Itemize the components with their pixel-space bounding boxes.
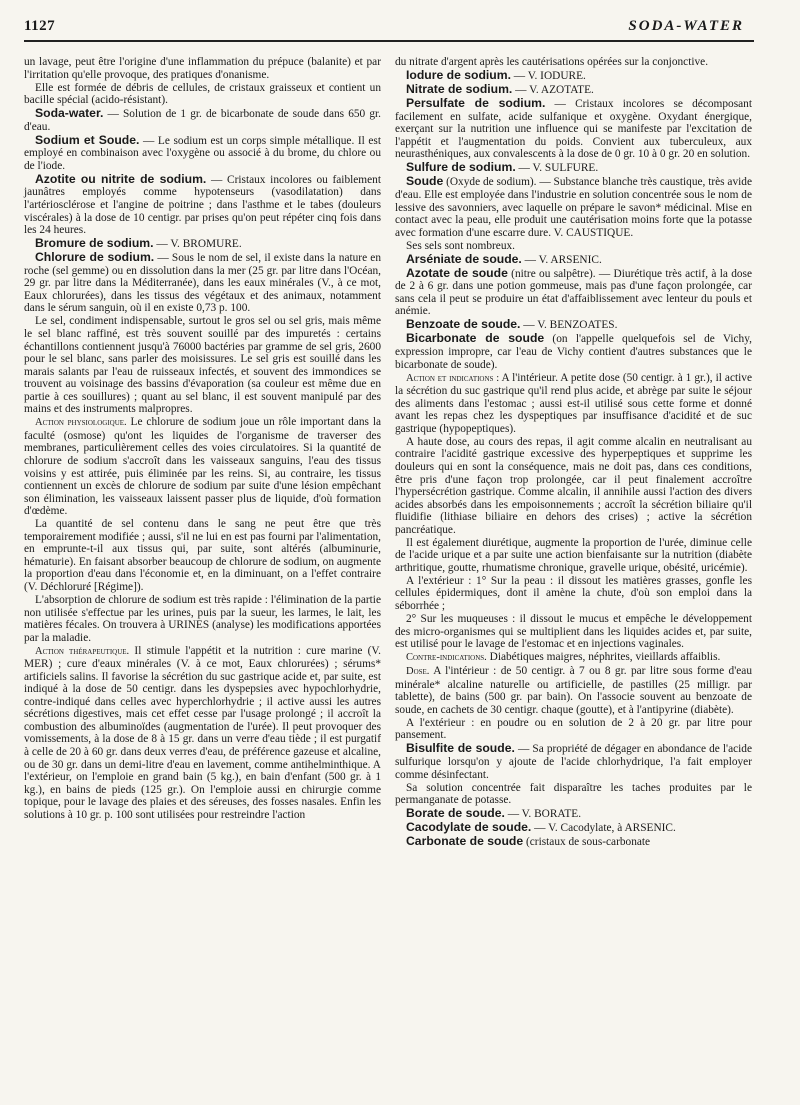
entry-heading: Azotate de soude bbox=[406, 265, 508, 280]
left-column bbox=[24, 56, 381, 849]
paragraph: 2° Sur les muqueuses : il dissout le mucus et empêche le développement des micro-organismes qui se multiplient dans les liquides acides et, par suite, est utilisé pour le lavage de l'estomac et en injections vaginales. bbox=[395, 613, 752, 651]
paragraph: Sa solution concentrée fait disparaître les taches produites par le permanganate de potasse. bbox=[395, 781, 752, 807]
section-body: A l'intérieur : de 50 centigr. à 7 ou 8 gr. par litre sous forme d'eau minérale* alcaline naturelle ou artificielle, de pastilles (25 milligr. par tablette), de bains (500 gr. par bain). On l'associe souvent au benzoate de soude, en cachets de 30 centigr. chaque (goutte), et à l'antipyrine (diabète). bbox=[395, 665, 752, 716]
section-contre-indications bbox=[395, 651, 752, 665]
section-body: Il stimule l'appétit et la nutrition : cure marine (V. MER) ; cure d'eaux minérales (V. à ce mot, Eaux chlorurées) ; sérums* artificiels salins. Il favorise la sécrétion du suc gastrique acide et, par suite, est indiqué à la dose de 50 centigr. dans les dyspepsies avec hypochlorhydrie, contre-indiqué dans celles avec hyperchlorhydrie ; il active aussi les autres sécrétions digestives, mais cet effet cesse par l'usage prolongé ; il accroît la combustion des albuminoïdes (augmentation de l'urée). Il peut provoquer des vomissements, à la dose de 8 à 15 gr. dans un verre d'eau tiède ; il est purgatif à celle de 20 à 60 gr. dans deux verres d'eau, de préférence gazeuse et alcaline, ou de 30 gr. dans un demi-litre d'eau en lavement, comme antihelminthique. A l'extérieur, on l'emploie en grand bain (5 kg.), en bain d'enfant (500 gr. à 1 kg.), en bains de pieds (125 gr.). On l'emploie aussi en chirurgie comme topique, pour le lavage des plaies et des séreuses, des fosses nasales. Enfin les solutions à 10 gr. p. 100 sont utilisées pour restreindre l'action bbox=[24, 644, 381, 821]
paragraph: A l'extérieur : 1° Sur la peau : il dissout les matières grasses, gonfle les cellules épidermiques, dont il amène la chute, d'où son emploi dans la séborrhée ; bbox=[395, 574, 752, 612]
entry-body: — Sa propriété de dégager en abondance de l'acide sulfurique lorsqu'on y ajoute de l'acide chlorhydrique, l'a fait employer comme désinfectant. bbox=[395, 743, 752, 781]
entry-borate bbox=[395, 807, 752, 821]
entry-nitrate bbox=[395, 83, 752, 97]
entry-body: — V. ARSENIC. bbox=[521, 253, 602, 266]
section-body: Diabétiques maigres, néphrites, vieillards affaiblis. bbox=[486, 651, 721, 664]
entry-heading: Bicarbonate de soude bbox=[406, 331, 545, 346]
entry-soda-water bbox=[24, 107, 381, 133]
entry-persulfate bbox=[395, 97, 752, 161]
entry-heading: Benzoate de soude. bbox=[406, 317, 521, 332]
entry-heading: Iodure de sodium. bbox=[406, 68, 511, 83]
entry-heading: Chlorure de sodium. bbox=[35, 250, 155, 265]
entry-benzoate bbox=[395, 318, 752, 332]
entry-body: — V. IODURE. bbox=[510, 70, 586, 83]
paragraph: A haute dose, au cours des repas, il agit comme alcalin en neutralisant au contraire l'acidité gastrique excessive des hyperpeptiques et supprime les douleurs qui en sont la conséquence, mais ne doit pas, dans ces conditions, être pris d'une façon trop prolongée, car il peut finalement accroître l'hypersécrétion gastrique. Comme alcalin, il annihile aussi l'action des divers acides absorbés dans les empoisonnements ; accroît la sécrétion biliaire qu'il fluidifie (lithiase biliaire en dehors des crises) ; active la sécrétion pancréatique. bbox=[395, 435, 752, 536]
entry-heading: Sulfure de sodium. bbox=[406, 160, 516, 175]
header-rule bbox=[24, 40, 754, 42]
entry-body: (nitre ou salpêtre). — Diurétique très actif, à la dose de 2 à 6 gr. dans une potion gommeuse, mais pas d'une façon prolongée, car sans cela il peut se produire un état d'affaiblissement avec lenteur du pouls et anémie. bbox=[395, 267, 752, 318]
entry-heading: Cacodylate de soude. bbox=[406, 820, 532, 835]
entry-body: — V. Cacodylate, à ARSENIC. bbox=[531, 822, 676, 835]
section-body: A l'intérieur. A petite dose (50 centigr. à 1 gr.), il active la sécrétion du suc gastrique qu'il rend plus acide, et abrège par suite le séjour des aliments dans l'estomac ; aussi est-il utilisé sous cette forme et donné avant les repas chez les dyspeptiques par insuffisance d'acidité et de suc gastrique (hypopeptiques). bbox=[395, 371, 752, 435]
entry-body: — V. BENZOATES. bbox=[520, 319, 618, 332]
entry-body: — V. SULFURE. bbox=[515, 162, 599, 175]
section-heading: Action thérapeutique. bbox=[35, 645, 130, 657]
entry-sodium bbox=[24, 134, 381, 173]
entry-bicarbonate bbox=[395, 332, 752, 371]
entry-chlorure bbox=[24, 251, 381, 315]
page-number: 1127 bbox=[24, 18, 56, 34]
entry-bisulfite bbox=[395, 742, 752, 781]
entry-carbonate bbox=[395, 835, 752, 849]
entry-arseniate bbox=[395, 253, 752, 267]
entry-heading: Persulfate de sodium. bbox=[406, 96, 546, 111]
entry-soude bbox=[395, 175, 752, 239]
two-column-body bbox=[24, 56, 754, 849]
entry-body: — V. AZOTATE. bbox=[512, 84, 594, 97]
paragraph: Ses sels sont nombreux. bbox=[406, 239, 516, 252]
paragraph: Elle est formée de débris de cellules, de cristaux graisseux et contient un bacille spécial (acido-résistant). bbox=[24, 81, 381, 107]
entry-body: — Cristaux incolores ou faiblement jaunâtres employés comme hypotenseurs (vasodilatation) dans l'artériosclérose et l'angine de poitrine ; dans l'asthme et le tabes (douleurs viscérales) à la dose de 10 centigr. par prises qu'on peut répéter cinq fois dans les 24 heures. bbox=[24, 173, 381, 237]
entry-cacodylate bbox=[395, 821, 752, 835]
section-action-therapeutique bbox=[24, 645, 381, 822]
entry-heading: Bromure de sodium. bbox=[35, 236, 154, 251]
entry-body: — Sous le nom de sel, il existe dans la nature en roche (sel gemme) ou en dissolution dans la mer (25 gr. par litre dans l'Océan, 29 gr. par litre dans la Méditerranée), dans les eaux minérales (V., à ce mot, Eaux chlorurées), dans les tissus des végétaux et des animaux, notamment dans le sérum sanguin, où il en existe 0,73 p. 100. bbox=[24, 252, 381, 315]
entry-body: — Solution de 1 gr. de bicarbonate de soude dans 650 gr. d'eau. bbox=[24, 108, 381, 133]
entry-heading: Nitrate de sodium. bbox=[406, 82, 513, 97]
paragraph: Il est également diurétique, augmente la proportion de l'urée, diminue celle de l'acide urique et a par suite une action bienfaisante sur la nutrition (diabète arthritique, goutte, rhumatisme chronique, gravelle urique, obésité, uricémie). bbox=[395, 536, 752, 574]
section-body: Le chlorure de sodium joue un rôle important dans la faculté (osmose) qu'ont les liquides de l'organisme de traverser des membranes, particulièrement celles des voies circulatoires. Si la quantité de chlorure de sodium s'accroît dans les vaisseaux sanguins, l'eau des tissus voisins y est attirée, puis éliminée par les reins. Si, au contraire, les tissus contiennent un excès de chlorure de sodium par suite d'une lésion empêchant son élimination, les vaisseaux laissent passer plus de liquide, d'où formation d'œdème. bbox=[24, 416, 382, 518]
entry-body: — V. BORATE. bbox=[504, 808, 582, 821]
paragraph: Le sel, condiment indispensable, surtout le gros sel ou sel gris, mais même le sel blanc raffiné, est très souvent souillé par des impuretés : certains échantillons contiennent jusqu'à 76000 bactéries par gramme de sel gris, 2600 pour le sel blanc, sans parler des moisissures. Le sel gris est souillé dans les marais salants par l'eau de ruisseaux infectés, et souvent des immondices se trouvent au voisinage des bassins d'évaporation (sa couleur est même due en partie à ces souillures) ; quant au sel blanc, il est souvent manipulé par des mains et des instruments malpropres. bbox=[24, 315, 381, 416]
entry-heading: Sodium et Soude. bbox=[35, 132, 140, 147]
paragraph: A l'extérieur : en poudre ou en solution de 2 à 20 gr. par litre pour pansement. bbox=[395, 716, 752, 742]
entry-iodure bbox=[395, 69, 752, 83]
running-title: SODA-WATER bbox=[628, 18, 744, 34]
section-action-indications bbox=[395, 372, 752, 436]
entry-azotate bbox=[395, 267, 752, 318]
paragraph: L'absorption de chlorure de sodium est très rapide : l'élimination de la partie non utilisée s'effectue par les urines, puis par la sueur, les larmes, le lait, les matières fécales. On trouvera à URINES (analyse) les modifications apportées par la maladie. bbox=[24, 593, 381, 644]
paragraph: un lavage, peut être l'origine d'une inflammation du prépuce (balanite) et par l'irritation qu'elle provoque, des pratiques d'onanisme. bbox=[24, 56, 381, 81]
entry-body: (cristaux de sous-carbonate bbox=[523, 836, 651, 849]
entry-bromure bbox=[24, 237, 381, 251]
section-heading: Contre-indications. bbox=[406, 652, 487, 664]
entry-heading: Azotite ou nitrite de sodium. bbox=[35, 171, 207, 186]
entry-body: — V. BROMURE. bbox=[153, 238, 242, 251]
entry-heading: Soude bbox=[406, 174, 444, 189]
entry-azotite bbox=[24, 173, 381, 237]
section-action-physiologique bbox=[24, 416, 381, 517]
paragraph: La quantité de sel contenu dans le sang ne peut être que très temporairement modifiée ; aussi, s'il ne lui en est pas fourni par l'alimentation, en emprunte-t-il aux tissus qui, par suite, sont altérés (albuminurie, hématurie). En faisant absorber beaucoup de chlorure de sodium, on augmente la proportion d'eau dans l'économie et, en la diminuant, on a l'effet contraire (V. Déchloruré [Régime]). bbox=[24, 518, 381, 593]
section-heading: Dose. bbox=[406, 666, 430, 678]
entry-heading: Soda-water. bbox=[35, 106, 104, 121]
entry-heading: Borate de soude. bbox=[406, 806, 505, 821]
entry-body: (Oxyde de sodium). — Substance blanche très caustique, très avide d'eau. Elle est employée dans l'industrie en solution concentrée sous le nom de lessive des savonniers, avec laquelle on prépare le savon* médicinal. Mise en contact avec la peau, elle produit une cautérisation moins forte que la potasse avec formation d'une escarre dure. V. CAUSTIQUE. bbox=[395, 176, 752, 239]
section-dose bbox=[395, 665, 752, 716]
section-heading: Action physiologique. bbox=[35, 417, 127, 429]
entry-sulfure bbox=[395, 161, 752, 175]
entry-body: — Cristaux incolores se décomposant facilement en sulfate, acide sulfanique et oxygène. Oxydant énergique, exerçant sur la nutrition une influence qui se manifeste par l'excitation de l'appétit et l'augmentation du poids. Convient aux tuberculeux, aux neurasthéniques, aux convalescents à la dose de 0 gr. 10 à 0 gr. 20 en solution. bbox=[395, 98, 752, 161]
section-heading: Action et indications : bbox=[406, 372, 500, 384]
entry-body: — Le sodium est un corps simple métallique. Il est employé en combinaison avec l'oxygène ou associé à du brome, du chlore ou de l'iode. bbox=[24, 134, 381, 172]
entry-heading: Bisulfite de soude. bbox=[406, 741, 515, 756]
page-header bbox=[24, 18, 754, 44]
paragraph: du nitrate d'argent après les cautérisations opérées sur la conjonctive. bbox=[395, 56, 709, 68]
entry-heading: Carbonate de soude bbox=[406, 834, 524, 849]
entry-heading: Arséniate de soude. bbox=[406, 251, 522, 266]
entry-body: (on l'appelle quelquefois sel de Vichy, expression impropre, car l'eau de Vichy contient d'autres substances que le bicarbonate de soude). bbox=[395, 333, 752, 371]
right-column bbox=[395, 56, 752, 849]
